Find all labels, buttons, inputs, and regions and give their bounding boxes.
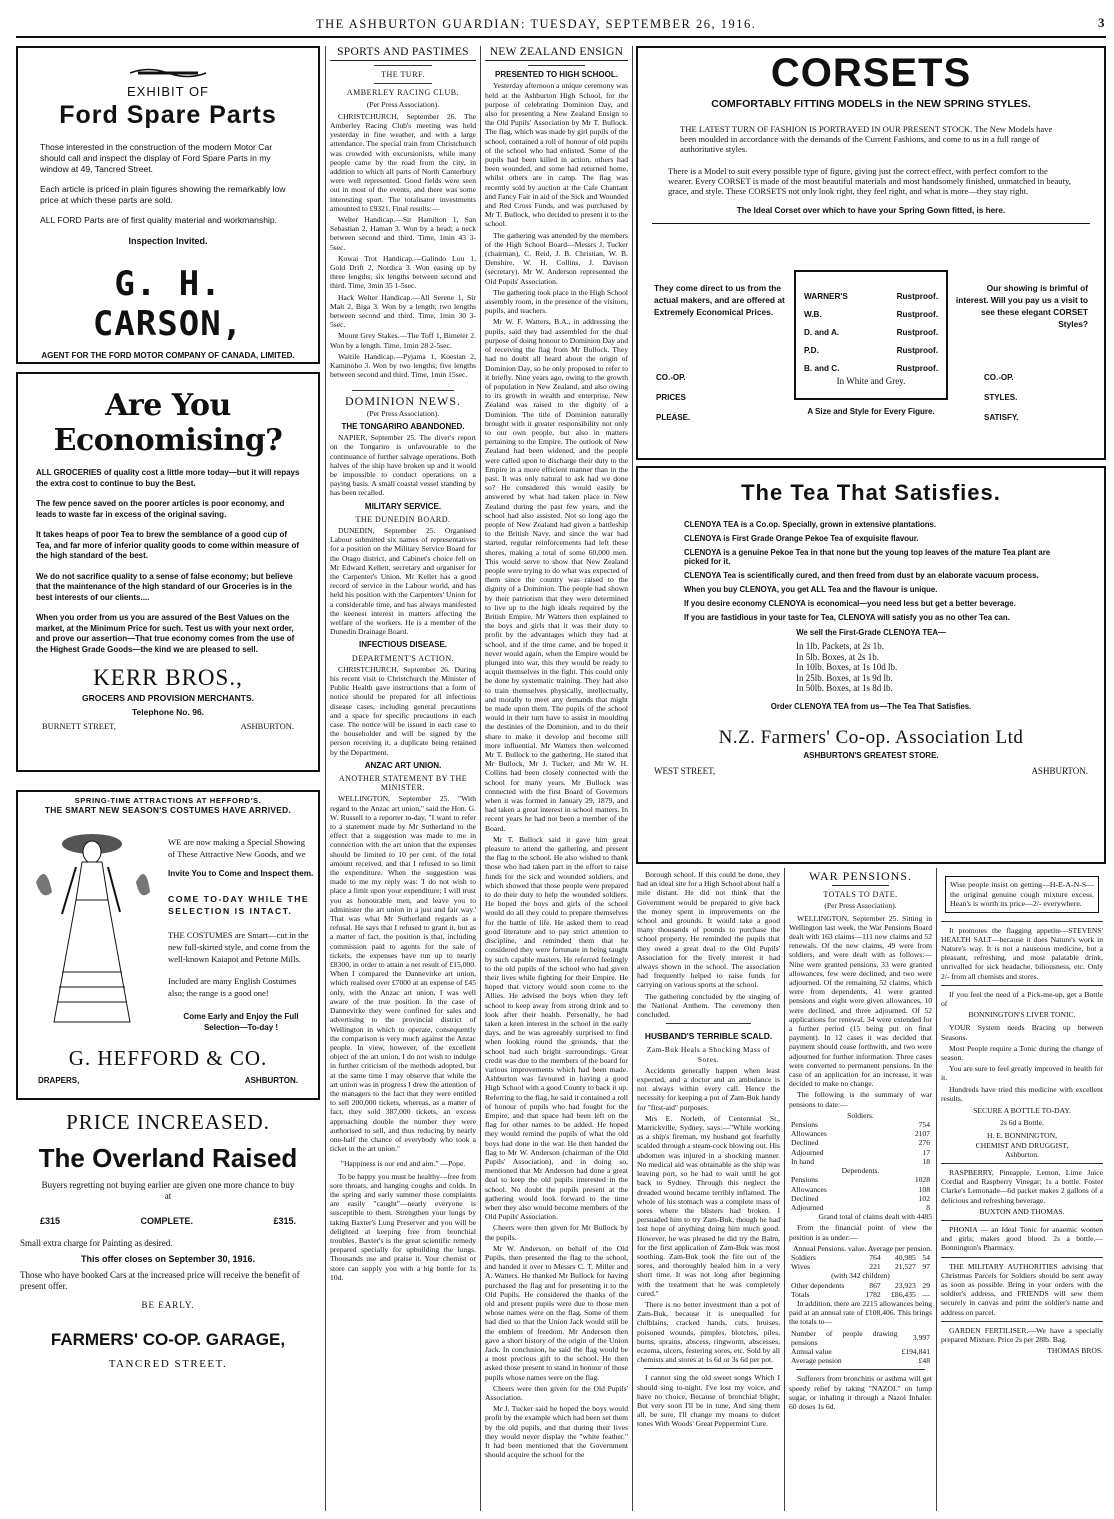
table-row: Adjourned 17 (791, 1147, 930, 1157)
corsets-brand: D. and A. Rustproof. (804, 328, 938, 337)
divider (374, 65, 432, 66)
overland-head2: The Overland Raised (38, 1143, 298, 1173)
article-paragraph: There is no better investment than a pot of Zam-Buk, because it is unequalled for chilblains, cracked hands, cuts, bruises, poisoned wounds, pimples, blotches, piles, burns, sprains, abscess, ringworm, abscesses, eczema, ulcers, festering sores, etc. Sold by all chemists and stores at 1s 6d or 3s 6d per pot. (637, 1299, 780, 1365)
kerr-heading: Are You Economising? (53, 388, 283, 458)
hefford-early: Come Early and Enjoy the Full Selection—To-day ! (183, 1012, 299, 1032)
tea-town: ASHBURTON. (1031, 765, 1088, 776)
hefford-para: Included are many English Costumes also; the range is a good one! (168, 976, 297, 998)
tea-store: ASHBURTON'S GREATEST STORE. (803, 750, 939, 760)
table-row: Pensions 754 (791, 1120, 930, 1130)
ad-heading: CHEMIST AND DRUGGIST, (975, 1140, 1069, 1150)
article-paragraph: Waitile Handicap.—Pyjama 1, Koesian 2, Kaminoho 3. Won by two lengths; five lengths between second and third. Time, 1min 15sec. (330, 351, 476, 380)
article-paragraph: CHRISTCHURCH, September 26. During his recent visit to Christchurch the Minister of Public Health gave instructions that a form of notice should be prepared for all infectious disease cases, including general precautions and a space for specific precautions in each case. The notice will be issued in each case to the householder and will be signed by the person receiving it, a duplicate being retained by the Department. (330, 664, 476, 757)
section-subhead: INFECTIOUS DISEASE. (358, 640, 447, 650)
corsets-brand: W.B. Rustproof. (804, 310, 938, 319)
kerr-trade: GROCERS AND PROVISION MERCHANTS. (81, 693, 255, 703)
table-heading: Annual Pensions. value. Average per pension. (792, 1243, 932, 1253)
overland-para: Small extra charge for Painting as desired. (20, 1238, 173, 1248)
kerr-address (36, 721, 300, 731)
press-credit: (Per Press Association). (366, 99, 440, 109)
article-paragraph: DUNEDIN, September 25. Organised Labour submitted six names of representatives for a position on the Military Service Board for the Otago district, and Cabinet's choice fell on Mr Edward Kellett, secretary and organiser for the Carpenter's Union. Mr Kellet has a good record of service in the Labour world, and has held his position with the Carpenters' Union for a considerable time, and has always manifested the keenest interest in matters affecting the welfare of the workers. He is a member of the Dunedin Drainage Board. (330, 525, 476, 637)
corsets-brand: B. and C. Rustproof. (804, 364, 938, 373)
kerr-para: When you order from us you are assured of the Best Values on the market, at the Minimum Price for such. Test us with your next order, and prove our assertion—That true economy comes from the use of the Highest Grade Goods—the kind we are pleased to sell. (36, 613, 295, 654)
corsets-ideal: The Ideal Corset over which to have your Spring Gown fitted, is here. (736, 206, 1006, 215)
ad-paragraph: YOUR System needs Bracing up between Seasons. (941, 1023, 1103, 1042)
tea-order: Order CLENOYA TEA from us—The Tea That Satisfies. (770, 701, 972, 711)
tea-line: If you are fastidious in your taste for Tea, CLENOYA will satisfy you as no other Tea can. (684, 612, 1010, 622)
tea-line: CLENOYA is a genuine Pekoe Tea in that none but the young top leaves of the mature Tea plant are picked for it. (684, 547, 1051, 567)
tea-line: When you buy CLENOYA, you get ALL Tea and the flavour is unique. (684, 584, 938, 594)
table-row: Other dependents 867 23,923 29 (791, 1280, 930, 1290)
tea-price: In 25lb. Boxes, at 1s 9d lb. (796, 672, 893, 683)
corsets-para: THE LATEST TURN OF FASHION IS PORTRAYED IN OUR PRESENT STOCK. The New Models have been moulded in accordance with the demands of the Current Fashions, and come to us in a full range of authoritative styles. (680, 124, 1053, 154)
corsets-right: Our showing is brimful of interest. Will you pay us a visit to see these elegant CORSET Styles? (955, 283, 1088, 329)
article-paragraph: Mount Grey Stakes.—The Toff 1, Bimeter 2. Won by a length. Time, 1min 28 2-5sec. (330, 331, 476, 350)
kerr-name: KERR BROS., (93, 665, 243, 690)
corsets-coop-left (656, 368, 690, 428)
table-heading: Dependents. (841, 1166, 880, 1176)
hefford-drapers: DRAPERS, (38, 1076, 80, 1085)
article-paragraph: Mrs E. Norleth, of Centennial St., Marrickville, Sydney, says:—"While working as a ship's fireman, my husband got fearfully scalded through a steam-cock blowing out. His abdomen was injured in a shocking manner. No medical aid was obtainable as the ship was leaving port, so he had to wait until he got back to Sydney. Through this neglect the dreaded wound became terribly inflamed. The whole of his stomach was a complete mass of sores where the blisters had broken. I persuaded him to try Zam-Buk, though he had lost hope of anything doing him much good. However, he was pleased he did try the Balm, for the first application of Zam-Buk was most soothing. Zam-Buk took the fire out of the sores, and thoroughly healed him in a very short time. It was not long after beginning with the treatment that he was completely cured." (637, 1113, 780, 1298)
kerr-para: The few pence saved on the poorer articles is poor economy, and leads to waste far in excess of the original saving. (36, 499, 285, 519)
kerr-ad (16, 372, 320, 772)
ad-paragraph: PHONIA — an Ideal Tonic for anaemic women and girls; makes good blood. 2s a bottle.—Bonnington's Pharmacy. (941, 1224, 1103, 1253)
table-row: Allowances 2107 (791, 1129, 930, 1139)
ford-heading2: Ford Spare Parts (59, 101, 277, 129)
table-row: Number of people drawing pensions 3,997 (791, 1328, 930, 1347)
article-paragraph: Welter Handicap.—Sir Hamilton 1, San Sebastian 2, Haman 3. Won by a head; a neck between second and third. Time, 1min 43 3-5sec. (330, 215, 476, 252)
corsets-coop: SATISFY. (984, 413, 1019, 422)
divider (796, 1369, 925, 1370)
ford-invite: Inspection Invited. (128, 236, 208, 246)
soldiers-table (789, 1120, 932, 1166)
ford-ad (16, 46, 320, 364)
kerr-para: We do not sacrifice quality to a sense of false economy; but believe that the maintenance of the high standard of our Groceries is in the best interests of our clients.... (36, 571, 293, 602)
tea-price: In 5lb. Boxes, at 2s 1b. (796, 651, 879, 662)
sports-column (327, 46, 479, 1511)
ford-name: G. H. CARSON, (92, 264, 244, 344)
kerr-phone: Telephone No. 96. (131, 707, 205, 717)
press-credit: (Per Press Association). (824, 901, 897, 911)
hefford-town: ASHBURTON. (244, 1076, 298, 1085)
article-paragraph: WELLINGTON, September 25. "With regard to the Anzac art union," said the Hon. G. W. Russell to a reporter to-day, "I want to refer to a statement made by Mr Sutherland to the effect that a suggestion was made to me in connection with the art union that the expenses should be limited to 10 per cent. of the total amount received, and that I refused to so limit the expenditure. When the suggestion was made to me my reply was: 'I do not wish to place a limit upon your expenditure; I will trust you as honourable men, and leave you to administer the art union in a just and fair way.' That was what Mr Sutherland regards as a refusal. He says that I refused to grant it, but as a matter of fact, the position is that, including commission paid to agents for the sale of tickets, the expenses have run up to nearly £8300, in order to attain a net result of £15,000. When I compared the Dannevirke art union, which realised over £7000 at an expense of £45 only, with the Anzac art union, I was well aware of the true position. In the case of Dannevirke they were confined for sales and advertising to the provincial district of Wellington in which to operate, consequently the comparison is very much against the Anzac people. In view, however, of the excellent object of the art union, I do not wish to indulge in further criticism of the methods adopted, but at the same time I may observe that while the art union was in progress I drew the attention of the managers to the fact that they were entitled to sell 200,000 tickets, whereas, as a matter of fact, they sold 387,000 tickets, an excess approaching double the number they were authorised to sell, and thus reducing by nearly one-half the chance of everybody who took a ticket in the art union." (330, 794, 476, 1154)
kerr-para: It takes heaps of poor Tea to brew the semblance of a good cup of Tea, and far more of inferior quality goods to come within measure of the high standard of the best. (36, 530, 299, 560)
corsets-sub: COMFORTABLY FITTING MODELS in the NEW SPRING STYLES. (711, 98, 1031, 110)
column-rule (480, 46, 481, 1511)
article-paragraph: From the financial point of view the position is as under:— (789, 1223, 932, 1242)
totals-table (789, 1329, 932, 1366)
corsets-coop: STYLES. (984, 393, 1018, 402)
divider (528, 65, 585, 66)
ad-paragraph: It promotes the flagging appetite—STEVENS' HEALTH SALT—because it does Nature's work in Nature's way. It is not a nauseous medicine, but a pleasant, refreshing, and most palatable drink, unrivalled for sick headache, biliousness, etc. Only 2/- from all chemists and stores. (941, 925, 1103, 981)
tea-lines (684, 520, 1058, 622)
section-subhead: PRESENTED TO HIGH SCHOOL. (495, 70, 618, 80)
ad-paragraph: Most People require a Tonic during the change of season. (941, 1043, 1103, 1062)
tea-line: CLENOYA TEA is a Co.op. Specially, grown in extensive plantations. (684, 520, 937, 529)
tea-line: CLENOYA Tea is scientifically cured, and then freed from dust by an elaborate vacuum process. (684, 571, 1039, 581)
article-paragraph: Mr T. Bullock said it gave him great pleasure to attend the gathering, and present the flag to the school. He also wished to thank those who had taken part in the effort to raise funds for the sick and wounded soldiers, and which showed that those people were prepared to do their duty to help the wounded soldiers. He hoped the boys and girls of the school would do all they could to prepare themselves for the battle of life. He asked them to read good literature and to pay strict attention to discipline, and reminded them that he considered they were fortunate in being taught by such capable masters. He referred feelingly to the old pupils of the school who had given their lives while fighting for their Empire. He hoped that victory would soon come to the Allies. He advised the boys when they left school to keep away from strong drink and to look after their health. Personally, he had taken a keen interest in the school in the early days, and he was agreeably surprised to find when looking round the grounds, that the school had such bright surroundings. Great credit was due to the members of the board for various improvements which had been made. Ashburton was favoured in having a good High School with a good County to back it up. Referring to the flag, he said it contained a roll of honour of pupils who had fought for the Empire, and that space had been left on the flag for other names to be added. He hoped they would remind the pupils of what the old boys had done in the war. He then handed the flag to Mr W. Anderson (chairman of the Old Pupils' Association), and in doing so, mentioned that Mr Anderson had done a great deal to keep the old pupils interested in the school. No doubt the pupils present at the gathering would look forward to the time when they also would become members of the Old Pupils' Association. (485, 834, 628, 1222)
costume-illustration (26, 822, 156, 1032)
corsets-para: There is a Model to suit every possible type of figure, giving just the correct effect, with perfect comfort to the wearer. Every CORSET is made of the most beautiful materials and most handsomely finished, unmatched in beauty, grace, and style. These CORSETS not only look right, they feel right, and what is more—they stay right. (668, 166, 1071, 196)
ad-paragraph: RASPBERRY, Pineapple, Lemon, Lime Juice Cordial and Raspberry Vinegar; 1s a bottle. Foster Clarke's Lemonade—6d packet makes 2 gallons of a delicious and refreshing beverage. (941, 1167, 1103, 1205)
section-subhead: AMBERLEY RACING CLUB. (346, 88, 460, 98)
corsets-coop: CO.-OP. (656, 373, 686, 382)
overland-street: TANCRED STREET. (108, 1358, 228, 1370)
tea-price: In 50lb. Boxes, at 1s 8d lb. (796, 683, 893, 694)
table-heading: Soldiers. (847, 1110, 874, 1120)
ad-paragraph: GARDEN FERTILISER.—We have a specially prepared Mixture. Price 2s per 28lb. Bag. (941, 1325, 1103, 1345)
column-heading: WAR PENSIONS. (808, 870, 912, 883)
tea-line: If you desire economy CLENOYA is economical—you need less but get a better beverage. (684, 598, 1016, 608)
article-paragraph: Kowai Trot Handicap.—Galindo Lou 1, Gold Drift 2, Nordica 3. Won easing up by three lengths; six lengths between second and third. Time, 3min 35 1-5sec. (330, 253, 476, 291)
overland-price-row (20, 1216, 316, 1226)
hefford-head1: SPRING-TIME ATTRACTIONS AT HEFFORD'S. (74, 796, 262, 805)
article-paragraph: NAPIER, September 25. The diver's report on the Tongariro is unfavourable to the continuance of further salvage operations. Both halves of the ship have broken up and it would be impossible to conduct operations on a paying basis. A small coastal vessel standing by has been recalled. (330, 433, 476, 498)
ad-paragraph: You are sure to feel greatly improved in health for it. (941, 1064, 1103, 1083)
tea-assoc: N.Z. Farmers' Co-op. Association Ltd (718, 726, 1024, 748)
article-paragraph: Grand total of claims dealt with 4485 (818, 1212, 932, 1222)
ornament-icon (128, 66, 208, 80)
section-subhead: ANOTHER STATEMENT BY THE MINISTER. (338, 774, 468, 793)
tea-price: In 10lb. Boxes, at 1s 10d lb. (796, 662, 898, 673)
ad-heading: THOMAS BROS. (1047, 1346, 1103, 1356)
corsets-colours: In White and Grey. (836, 376, 906, 386)
overland-para: Those who have booked Cars at the increased price will receive the benefit of present offer. (20, 1270, 300, 1291)
small-ads-column (938, 870, 1106, 1510)
corsets-coop: CO.-OP. (984, 373, 1014, 382)
hefford-come: COME TO-DAY WHILE THE SELECTION IS INTACT. (168, 894, 310, 916)
column-heading: NEW ZEALAND ENSIGN (485, 46, 628, 61)
corsets-brand-list (804, 288, 938, 378)
tea-line: CLENOYA is First Grade Orange Pekoe Tea of exquisite flavour. (684, 533, 919, 543)
tea-price: In 1lb. Packets, at 2s 1b. (796, 641, 884, 652)
ad-heading: H. E. BONNINGTON, (986, 1131, 1058, 1141)
ford-heading1: EXHIBIT OF (127, 84, 209, 99)
table-row: Adjourned 8 (791, 1202, 930, 1212)
corsets-size: A Size and Style for Every Figure. (807, 407, 935, 416)
section-subhead: HUSBAND'S TERRIBLE SCALD. (644, 1031, 773, 1042)
column-heading: DOMINION NEWS. (345, 393, 461, 408)
divider (374, 83, 432, 84)
article-paragraph: Hack Welter Handicap.—All Serene 1, Sir Malt 2, Biga 3. Won by a length; two lengths between second and third. Time, 1min 30 3-5sec. (330, 292, 476, 330)
ford-agent: AGENT FOR THE FORD MOTOR COMPANY OF CANADA, LIMITED. (41, 351, 295, 360)
finance-table (789, 1253, 932, 1299)
ad-heading: BUXTON AND THOMAS. (979, 1206, 1065, 1216)
article-paragraph: Borough school. If this could be done, they had an ideal site for a High School about half a mile distant. He did not think that the Government would be prepared to give back the money spent in improvements on the school and grounds. It would take a good many thousands of pounds to purchase the school property. He reminded the pupils that they owed a great deal to the Old Pupils' Association for the lively interest it had always shown in the school. The association had frequently helped to raise funds for carrying on various sports at the school. (637, 870, 780, 990)
overland-offer: This offer closes on September 30, 1916. (80, 1254, 256, 1264)
corsets-brand-box (794, 270, 948, 400)
section-subhead: THE TONGARIRO ABANDONED. (341, 421, 465, 431)
ad-paragraph: THE MILITARY AUTHORITIES advising that Christmas Parcels for Soldiers should be sent away as soon as possible. Bring in your orders with the soldier's address, and FRIENDS will sew them securely in canvas and print the soldier's name and address on parcel. (941, 1261, 1103, 1317)
article-paragraph: The following is the summary of war pensions to date:— (789, 1090, 932, 1109)
section-subhead: THE DUNEDIN BOARD. (355, 514, 451, 524)
article-paragraph: Yesterday afternoon a unique ceremony was held at the Ashburton High School, for the purpose of celebrating Dominion Day, and also for presenting a New Zealand Ensign to the Old Pupils' Association by Mr T. Bullock. The flag, which was made by girl pupils of the school, contained a roll of honour of old pupils of the school who had enlisted. Some of the pupils had been killed in action, others had been wounded, and some had returned home, whilst others are in camp. The flag was recently sold by auction at the Cafe Chantant and Fancy Fair in aid of the Sick and Wounded and Red Cross Funds, and was purchased by Mr T. Bullock, who decided to present it to the school. (485, 81, 628, 229)
article-paragraph: Mr W. Anderson, on behalf of the Old Pupils, then presented the flag to the school, and handed it over to Messrs C. T. Miller and A. Watters. He thanked Mr Bullock for having purchased the flag and for presenting it to the Old Pupils. He considered the thanks of the old and present pupils were due to those men whose names were on the flag. Some of them had died so that the Union Jack would still be the emblem of freedom. Mr Anderson then gave a short history of the origin of the Union Jack. In conclusion, he said the flag would be a most precious gift to the school. He then asked those present to stand in honour of those pupils whose names were on the flag. (485, 1243, 628, 1382)
overland-early: BE EARLY. (141, 1300, 195, 1310)
table-row: Wives 221 21,527 97 (791, 1262, 930, 1272)
ad-heading: SECURE A BOTTLE TO-DAY. (973, 1105, 1071, 1115)
corsets-ad (636, 46, 1106, 460)
table-row: Annual value £194,841 (791, 1346, 930, 1356)
hefford-ad (16, 790, 320, 1100)
tea-sell: We sell the First-Grade CLENOYA TEA— (796, 628, 946, 638)
column-rule (784, 868, 785, 1511)
hefford-invite: Invite You to Come and Inspect them. (168, 869, 314, 878)
section-subhead: ANZAC ART UNION. (364, 760, 442, 770)
pensions-column (786, 870, 935, 1510)
table-row: Totals 1782 £86,435 — (791, 1289, 930, 1299)
article-paragraph: Mr J. Tucker said he hoped the boys would profit by the example which had been set them by the old pupils, and that during their lives they would never display the "white feather." It had been mentioned that the Government should acquire the school for the (485, 1404, 628, 1460)
overland-head1: PRICE INCREASED. (66, 1110, 270, 1134)
hefford-name: G. HEFFORD & CO. (68, 1046, 268, 1070)
corsets-left: They come direct to us from the actual makers, and are offered at Extremely Economical Prices. (654, 283, 785, 317)
ensign-column (482, 46, 631, 1511)
column-rule (325, 46, 326, 1511)
corsets-coop: PLEASE. (656, 413, 691, 422)
article-paragraph: The gathering took place in the High School assembly room, in the presence of the visitors, pupils, and teachers. (485, 287, 628, 316)
hefford-head2: THE SMART NEW SEASON'S COSTUMES HAVE ARRIVED. (44, 805, 292, 815)
table-row: Declined 102 (791, 1193, 930, 1203)
divider (666, 1023, 752, 1024)
table-row: Average pension £48 (791, 1356, 930, 1366)
article-paragraph: The gathering was attended by the members of the High School Board—Messrs J. Tucker (chairman), C. Reid, J. B. Christian, W. B. Denshire, W. H. Collins, J. Davison (secretary). Mr W. Anderson represented the Old Pupils' Association. (485, 230, 628, 286)
kerr-para: ALL GROCERIES of quality cost a little more today—but it will repays the extra cost to continue to buy the Best. (36, 468, 300, 488)
tea-ad (636, 466, 1106, 864)
column-rule (632, 46, 633, 1511)
tea-street: WEST STREET, (654, 765, 716, 776)
article-paragraph: WELLINGTON, September 25. Sitting in Wellington last week, the War Pensions Board dealt with 163 claims—111 new claims and 52 renewals. Of the new claims, 49 were from soldiers, and were dealt with as follows:—Nine were granted pensions, 33 were granted allowances, few were declined, and two were adjourned. Of the remaining 52 claims, which were from dependents, 41 were granted pensions and eight were given allowances, 10 were declined, and three adjourned. Of 52 applications for renewal, 34 were extended for a further period (15 being put on final payment). In 12 cases it was decided that payment should cease forthwith, and two were adjourned for further information. Three cases were converted to permanent pensions. In the case of an application for an increase, it was decided to make no change. (789, 913, 932, 1089)
tea-title: The Tea That Satisfies. (741, 480, 1001, 505)
table-row: (with 342 children) (831, 1271, 890, 1281)
table-row: Pensions 1028 (791, 1175, 930, 1185)
section-subhead: Zam-Buk Heals a Shocking Mass of Sores. (646, 1045, 771, 1064)
article-paragraph: In addition, there are 2215 allowances being paid at an annual rate of £108,406. This brings the totals to— (789, 1298, 932, 1327)
article-paragraph: To be happy you must be healthy—free from sore throats, and hanging coughs and colds. In the spring and early summer those complaints are easily "caught"—nearly everyone is susceptible to them. Strengthen your lungs by taking Baxter's Lung Preserver and you will be delighted at keeping free from bronchial troubles. Baxter's is the great scientific remedy prepared specially for upbuilding the lungs. Thousands use and praise it. Your chemist or store can supply you with a big bottle for 1s 10d. (330, 1171, 476, 1282)
overland-name: FARMERS' CO-OP. GARAGE, (50, 1330, 286, 1349)
page-number: 3 (1098, 15, 1106, 30)
article-paragraph: I cannot sing the old sweet songs Which I should sing to-night. I've lost my voice, and have no choice, Because of bronchial blight; But very soon I'll be in tune, And sing them all, be sure, I'll change my moans to dulcet tones With Woods' Great Peppermint Cure. (637, 1373, 780, 1429)
section-subhead: MILITARY SERVICE. (364, 501, 442, 511)
overland-complete: COMPLETE. (140, 1216, 193, 1226)
section-subhead: TOTALS TO DATE. (823, 890, 898, 900)
overland-price: £315 (40, 1216, 61, 1226)
overland-ad (16, 1108, 320, 1508)
overland-para: Buyers regretting not buying earlier are given one more chance to buy at (41, 1180, 295, 1201)
article-paragraph: CHRISTCHURCH, September 26. The Amberley Racing Club's meeting was held yesterday in fine weather, and with a large attendance. The special train from Christchurch was crowded with excursionists, while many people came by the road from the city, in addition to which all parts of North Canterbury were well represented. Good fields were seen out in most of the events, and there was some interesting sport. The totalisator investments amounted to £9321. Final results:— (330, 111, 476, 213)
masthead (16, 12, 1106, 38)
ad-heading: 2s 6d a Bottle. (1000, 1118, 1044, 1128)
article-paragraph: Cheers were then given for Mr Bullock by the pupils. (485, 1223, 628, 1242)
hefford-para: THE COSTUMES are Smart—cut in the new full-skirted style, and come from the well-known Kaiapoi and Petone Mills. (168, 930, 310, 964)
divider (352, 390, 454, 391)
dependents-table (789, 1175, 932, 1212)
divider (644, 1368, 773, 1369)
hefford-footer (38, 1076, 298, 1085)
corsets-title: CORSETS (770, 51, 972, 95)
ad-paragraph: If you feel the need of a Pick-me-up, get a Bottle of (941, 989, 1103, 1008)
ford-para: Those interested in the construction of the modern Motor Car should call and inspect the display of Ford Spare Parts in my window at 49, Tancred Street. (40, 142, 273, 174)
ad-heading: BONNINGTON'S LIVER TONIC. (968, 1010, 1076, 1020)
ford-para: Each article is priced in plain figures showing the remarkably low price at which these parts are sold. (40, 184, 286, 205)
overland-price: £315. (273, 1216, 296, 1226)
zambuk-column (634, 870, 783, 1510)
divider (832, 885, 889, 886)
section-subhead: THE TURF. (381, 70, 425, 80)
quote: "Happiness is our end and aim." —Pope. (340, 1159, 466, 1169)
table-row: Allowances 108 (791, 1184, 930, 1194)
article-paragraph: The gathering concluded by the singing of the National Anthem. The ceremony then concluded. (637, 991, 780, 1020)
tea-address (654, 766, 1088, 776)
corsets-brand: P.D. Rustproof. (804, 346, 938, 355)
corsets-brand: WARNER'S Rustproof. (804, 292, 938, 301)
table-row: In hand 18 (791, 1156, 930, 1166)
article-paragraph: Mr W. F. Watters, B.A., in addressing the pupils, said they had assembled for the dual purpose of doing honour to Dominion Day and of receiving the flag from Mr Bullock. They had no doubt all heard about the origin of Dominion Day, so he only proposed to refer to it briefly. Nine years ago, owing to the growth of population in New Zealand, and also owing to its growth in wealth and enterprise, New Zealand was raised to the dignity of a Dominion. The title of Dominion naturally brought with it greater responsibility not only to our own people, but also in matters pertaining to the Empire. The outlook of New Zealand had been widened, and the people were called upon to discharge their duty to the Empire in a more efficient manner than in the past. It was only natural to ask had we done so? He considered this would easily be answered by what had taken place in New Zealand during the past few years, and the school had also assisted. Not so long ago the people of New Zealand had given a battleship to the British Navy, and since the war had started, regular reinforcements had left these shores, making a total of some 60,000 men. This would serve to show that New Zealand people were trying to do what was expected of them since the country was raised to the dignity of a Dominion. The people had shown by their patriotism that they were determined to live up to the high ideals required by the British Empire. Mr Watters then explained to the boys and girls that it was their duty to profit by the advantages which they had at school, and if the time came, and he hoped it never would again, when the Empire would be plunged into war, this they would be ready to acquit themselves in the fight. This could only be done by systematic training. They had also to train themselves physically, intellectually, and morally to meet any demands that might be made upon them. The pupils of the school would in their turn have to assist in moulding the destinies of the Dominion, and to do their share to make it develop and become still more influential. Mr Watters then welcomed Mr T. Bullock to the gathering. He stated that Mr Bullock, Mr J. Tucker, and Mr W. H. Collins had been closely connected with the school for many years. Mr Bullock was connected with the first Board of Governors when it was formed in January 29, 1879, and had taken a great interest in school matters. In recent years he had not been a member of the Board. (485, 317, 628, 833)
article-paragraph: Accidents generally happen when least expected, and a doctor and an ambulance is not always within every call. Hence the necessity for keeping a pot of Zam-Buk handy for "first-aid" purposes. (637, 1065, 780, 1112)
table-row: Declined 276 (791, 1138, 930, 1148)
article-paragraph: Cheers were then given for the Old Pupils' Association. (485, 1383, 628, 1403)
ford-para: ALL FORD Parts are of first quality material and workmanship. (40, 215, 278, 225)
kerr-street: BURNETT STREET, (42, 721, 116, 731)
table-row: Soldiers 764 40,985 54 (791, 1252, 930, 1262)
corsets-coop-right (984, 368, 1019, 428)
press-credit: (Per Press Association). (366, 408, 440, 418)
article-paragraph: Sufferers from bronchitis or asthma will get speedy relief by taking "NAZOL" on lump sugar, or inhaling it through a Nazol Inhaler. 60 doses 1s 6d. (789, 1374, 932, 1411)
corsets-coop: PRICES (656, 393, 686, 402)
column-rule (936, 868, 937, 1511)
heans-ad: Wise people insist on getting—H-E-A-N-S—the original genuine cough mixture excess. Hean's is worth its price—2/- everywhere. (945, 876, 1099, 913)
ad-paragraph: Hundreds have tried this medicine with excellent results. (941, 1084, 1103, 1103)
column-heading: SPORTS AND PASTIMES (330, 46, 476, 61)
hefford-para: WE are now making a Special Showing of These Attractive New Goods, and we (168, 837, 306, 859)
tea-price-list (684, 641, 1058, 694)
ad-heading: Ashburton. (1005, 1149, 1039, 1159)
kerr-town: ASHBURTON. (240, 721, 294, 731)
masthead-title: THE ASHBURTON GUARDIAN: TUESDAY, SEPTEMBER 26, 1916. (316, 17, 757, 31)
section-subhead: DEPARTMENT'S ACTION. (351, 653, 455, 663)
